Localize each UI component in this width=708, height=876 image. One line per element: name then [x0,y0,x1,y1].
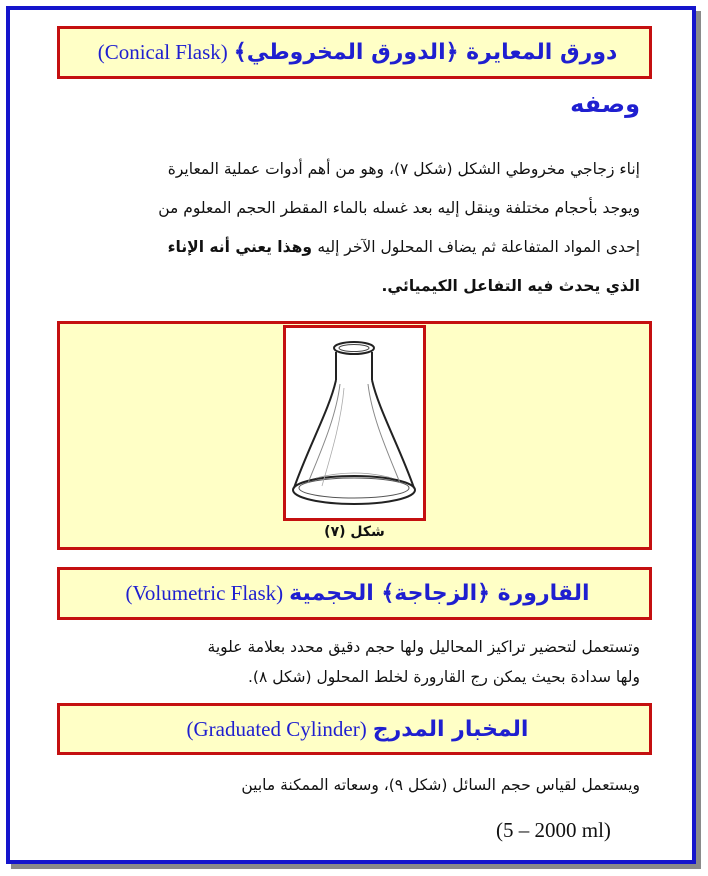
title-arabic: دورق المعايرة ﴿الدورق المخروطي﴾ [233,40,618,65]
title-english: (Volumetric Flask) [125,581,284,605]
volume-range: (5 – 2000 ml) [496,818,611,842]
figure-image-frame [283,325,426,521]
figure-caption: شكل (٧) [324,524,385,540]
graduated-cylinder-description [66,770,640,800]
title-arabic: المخبار المدرج [372,716,529,742]
section-title-graduated-cylinder [57,703,652,755]
paragraph-line: وتستعمل لتحضير تراكيز المحاليل ولها حجم دقيق محدد بعلامة علوية [207,638,640,656]
description-heading: وصفه [570,90,640,118]
title-english: (Conical Flask) [97,40,228,64]
paragraph-line: ويوجد بأحجام مختلفة وينقل إليه بعد غسله بالماء المقطر الحجم المعلوم من [158,199,640,217]
conical-flask-illustration [286,328,423,518]
section-title-volumetric-flask [57,567,652,620]
conical-flask-description [66,150,640,306]
paragraph-line: إحدى المواد المتفاعلة ثم يضاف المحلول الآخر إليه وهذا يعني أنه الإناء [167,238,640,256]
title-english: (Graduated Cylinder) [186,716,367,741]
paragraph-line: ولها سدادة بحيث يمكن رج القارورة لخلط المحلول (شكل ٨). [248,668,640,686]
paragraph-line: الذي يحدث فيه التفاعل الكيميائي. [381,277,640,295]
paragraph-line: ويستعمل لقياس حجم السائل (شكل ٩)، وسعاته الممكنة مابين [241,776,640,794]
section-title-conical-flask [57,26,652,79]
volumetric-flask-description [66,632,640,692]
paragraph-line: إناء زجاجي مخروطي الشكل (شكل ٧)، وهو من أهم أدوات عملية المعايرة [167,160,640,178]
title-arabic: القارورة ﴿الزجاجة﴾ الحجمية [289,581,590,606]
